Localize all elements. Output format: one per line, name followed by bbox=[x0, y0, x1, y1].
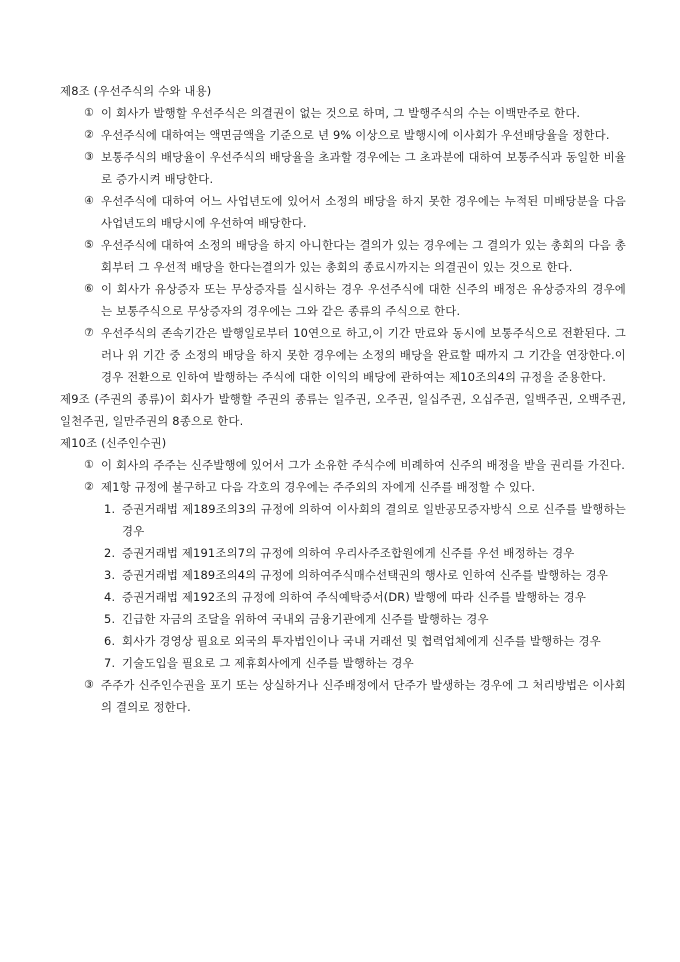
item-number: ③ bbox=[83, 150, 95, 163]
article-10-subitem-1 bbox=[60, 498, 626, 542]
item-number: ② bbox=[83, 480, 95, 493]
subitem-number: 6. bbox=[104, 634, 116, 648]
item-text: 우선주식의 존속기간은 발행일로부터 10연으로 하고,이 기간 만료와 동시에 보통주식으로 전환된다. 그러나 위 기간 중 소정의 배당을 하지 못한 경우에는 소정의 배당을 완료할 때까지 그 기간을 연장한다.이 경우 전환으로 인하여 발행하는 주식에 대한 이익의 배당에 관하여는 제10조의4의 규정을 준용한다. bbox=[101, 326, 626, 384]
article-8-item-1 bbox=[60, 102, 626, 124]
item-text: 주주가 신주인수권을 포기 또는 상실하거나 신주배정에서 단주가 발생하는 경우에 그 처리방법은 이사회의 결의로 정한다. bbox=[101, 678, 626, 714]
article-8-item-6 bbox=[60, 278, 626, 322]
article-8-heading: 제8조 (우선주식의 수와 내용) bbox=[60, 84, 212, 98]
article-10-subitem-7 bbox=[60, 652, 626, 674]
article-10-subitem-4 bbox=[60, 586, 626, 608]
item-number: ④ bbox=[83, 194, 95, 207]
article-8-item-3 bbox=[60, 146, 626, 190]
subitem-number: 2. bbox=[104, 546, 116, 560]
item-number: ③ bbox=[83, 678, 95, 691]
item-text: 이 회사가 유상증자 또는 무상증자를 실시하는 경우 우선주식에 대한 신주의 배정은 유상증자의 경우에는 보통주식으로 무상증자의 경우에는 그와 같은 종류의 주식으로 한다. bbox=[101, 282, 626, 318]
item-number: ⑤ bbox=[83, 238, 95, 251]
subitem-text: 기술도입을 필요로 그 제휴회사에게 신주를 발행하는 경우 bbox=[122, 656, 414, 670]
article-10-subitem-3 bbox=[60, 564, 626, 586]
article-10-heading: 제10조 (신주인수권) bbox=[60, 436, 167, 450]
subitem-text: 증권거래법 제189조의3의 규정에 의하여 이사회의 결의로 일반공모증자방식 으로 신주를 발행하는 경우 bbox=[122, 502, 626, 538]
item-number: ① bbox=[83, 106, 95, 119]
item-number: ⑥ bbox=[83, 282, 95, 295]
item-text: 이 회사가 발행할 우선주식은 의결권이 없는 것으로 하며, 그 발행주식의 수는 이백만주로 한다. bbox=[101, 106, 581, 120]
subitem-number: 4. bbox=[104, 590, 116, 604]
subitem-text: 긴급한 자금의 조달을 위하여 국내외 금융기관에게 신주를 발행하는 경우 bbox=[122, 612, 489, 626]
article-8-item-2 bbox=[60, 124, 626, 146]
item-number: ① bbox=[83, 458, 95, 471]
article-10-item-2 bbox=[60, 476, 626, 498]
item-text: 우선주식에 대하여 어느 사업년도에 있어서 소정의 배당을 하지 못한 경우에는 누적된 미배당분을 다음 사업년도의 배당시에 우선하여 배당한다. bbox=[101, 194, 626, 230]
subitem-number: 3. bbox=[104, 568, 116, 582]
subitem-number: 5. bbox=[104, 612, 116, 626]
subitem-text: 증권거래법 제189조의4의 규정에 의하여주식매수선택권의 행사로 인하여 신주를 발행하는 경우 bbox=[122, 568, 609, 582]
article-8-item-7 bbox=[60, 322, 626, 388]
article-8-item-4 bbox=[60, 190, 626, 234]
article-10-item-1 bbox=[60, 454, 626, 476]
subitem-number: 7. bbox=[104, 656, 116, 670]
document-body bbox=[60, 80, 626, 718]
item-text: 보통주식의 배당율이 우선주식의 배당율을 초과할 경우에는 그 초과분에 대하여 보통주식과 동일한 비율로 증가시켜 배당한다. bbox=[101, 150, 626, 186]
item-text: 이 회사의 주주는 신주발행에 있어서 그가 소유한 주식수에 비례하여 신주의 배정을 받을 권리를 가진다. bbox=[101, 458, 626, 472]
article-8-item-5 bbox=[60, 234, 626, 278]
article-10-subitem-5 bbox=[60, 608, 626, 630]
item-text: 제1항 규정에 불구하고 다음 각호의 경우에는 주주외의 자에게 신주를 배정할 수 있다. bbox=[101, 480, 536, 494]
item-text: 우선주식에 대하여는 액면금액을 기준으로 년 9% 이상으로 발행시에 이사회가 우선배당율을 정한다. bbox=[101, 128, 610, 142]
subitem-number: 1. bbox=[104, 502, 116, 516]
article-10-item-3 bbox=[60, 674, 626, 718]
article-9-heading: 제9조 (주권의 종류)이 회사가 발행할 주권의 종류는 일주권, 오주권, 일십주권, 오십주권, 일백주권, 오백주권, 일천주권, 일만주권의 8종으로 한다. bbox=[60, 392, 626, 428]
subitem-text: 회사가 경영상 필요로 외국의 투자법인이나 국내 거래선 및 협력업체에게 신주를 발행하는 경우 bbox=[122, 634, 601, 648]
item-number: ② bbox=[83, 128, 95, 141]
item-text: 우선주식에 대하여 소정의 배당을 하지 아니한다는 결의가 있는 경우에는 그 결의가 있는 총회의 다음 총회부터 그 우선적 배당을 한다는결의가 있는 총회의 종료시까지는 의결권이 있는 것으로 한다. bbox=[101, 238, 626, 274]
subitem-text: 증권거래법 제191조의7의 규정에 의하여 우리사주조합원에게 신주를 우선 배정하는 경우 bbox=[122, 546, 575, 560]
article-10-subitem-2 bbox=[60, 542, 626, 564]
item-number: ⑦ bbox=[83, 326, 95, 339]
subitem-text: 증권거래법 제192조의 규정에 의하여 주식예탁증서(DR) 발행에 따라 신주를 발행하는 경우 bbox=[122, 590, 587, 604]
article-10-subitem-6 bbox=[60, 630, 626, 652]
